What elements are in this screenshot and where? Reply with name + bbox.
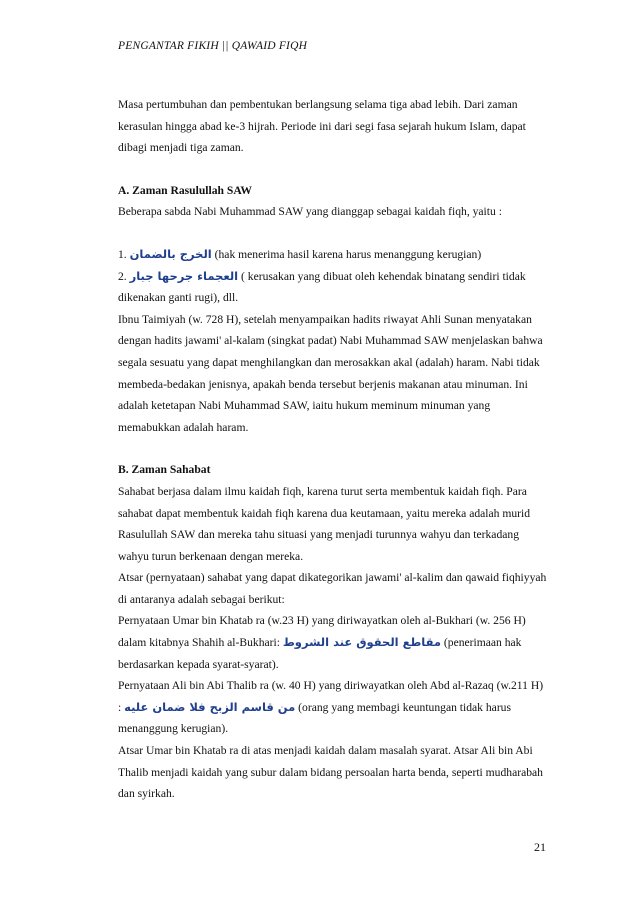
umar-statement: [118, 610, 548, 675]
ibnu-taimiyah-paragraph: Ibnu Taimiyah (w. 728 H), setelah menyampaikan hadits riwayat Ahli Sunan menyatakan dengan hadits jawami' al-kalam (singkat padat) Nabi Muhammad SAW menjelaskan bahwa segala sesuatu yang dapat menghilangkan dan merosakkan akal (adalah) haram. Nabi tidak membeda-bedakan jenisnya, apakah benda tersebut berjenis makanan atau minuman. Ini adalah ketetapan Nabi Muhammad SAW, iaitu hukum meminum minuman yang memabukkan adalah haram.: [118, 312, 543, 434]
running-header: PENGANTAR FIKIH || QAWAID FIQH: [118, 40, 308, 52]
ali-statement: [118, 675, 548, 740]
item-number: 1.: [118, 247, 127, 261]
hadith-item-1: [118, 244, 548, 266]
ali-intro: Pernyataan Ali bin Abi Thalib ra (w. 40 H) yang diriwayatkan oleh Abd al-Razaq (w.211 H) :: [118, 679, 544, 714]
umar-intro: Pernyataan Umar bin Khatab ra (w.23 H) yang diriwayatkan oleh al-Bukhari (w. 256 H) dalam kitabnya Shahih al-Bukhari:: [118, 614, 526, 650]
item-translation: ( kerusakan yang dibuat oleh kehendak binatang sendiri tidak dikenakan ganti rugi), dll.: [118, 269, 526, 305]
ali-translation: (orang yang membagi keuntungan tidak harus menanggung kerugian).: [118, 700, 511, 736]
section-b-paragraph-1: Sahabat berjasa dalam ilmu kaidah fiqh, karena turut serta membentuk kaidah fiqh. Para sahabat dapat membentuk kaidah fiqh karena dua keutamaan, yaitu mereka adalah murid Rasulullah SAW dan mereka tahu situasi yang menjadi turunnya wahyu dan terkadang wahyu turun berkenaan dengan mereka.: [118, 484, 531, 563]
page-number: 21: [534, 840, 546, 854]
arabic-text: العجماء جرحها جبار: [129, 268, 239, 283]
intro-paragraph: Masa pertumbuhan dan pembentukan berlangsung selama tiga abad lebih. Dari zaman kerasulan hingga abad ke-3 hijrah. Periode ini dari segi fasa sejarah hukum Islam, dapat dibagi menjadi tiga zaman.: [118, 98, 526, 155]
arabic-text: من قاسم الزبح فلا ضمان عليه: [124, 699, 296, 714]
umar-translation: (penerimaan hak berdasarkan kepada syarat-syarat).: [118, 636, 522, 671]
arabic-text: مقاطع الحقوق عند الشروط: [282, 635, 441, 650]
section-b-paragraph-2: Atsar (pernyataan) sahabat yang dapat dikategorikan jawami' al-kalim dan qawaid fiqhiyyah di antaranya adalah sebagai berikut:: [118, 571, 547, 606]
item-number: 2.: [118, 269, 127, 283]
item-translation: (hak menerima hasil karena harus menanggung kerugian): [214, 247, 482, 261]
section-a-lead: Beberapa sabda Nabi Muhammad SAW yang dianggap sebagai kaidah fiqh, yaitu :: [118, 205, 502, 219]
closing-paragraph: Atsar Umar bin Khatab ra di atas menjadi kaidah dalam masalah syarat. Atsar Ali bin Abi Thalib menjadi kaidah yang subur dalam bidang persoalan harta benda, seperti mudharabah dan syirkah.: [118, 744, 543, 801]
page-body: [118, 94, 548, 805]
hadith-item-2: [118, 266, 548, 309]
section-b-heading: B. Zaman Sahabat: [118, 463, 211, 477]
arabic-text: الخرج بالضمان: [129, 246, 212, 261]
section-a-heading: A. Zaman Rasulullah SAW: [118, 183, 253, 197]
